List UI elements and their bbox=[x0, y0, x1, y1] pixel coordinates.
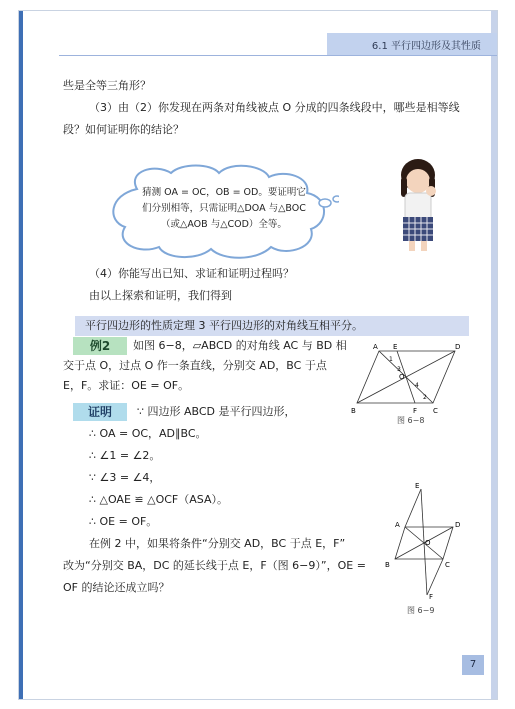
label-1: 1 bbox=[389, 356, 393, 363]
example-tag: 例2 bbox=[73, 337, 127, 355]
cloud-text bbox=[129, 185, 319, 233]
extension-line: 在例 2 中，如果将条件“分别交 AD，BC 于点 E，F” bbox=[89, 537, 346, 550]
label-O: O bbox=[425, 539, 431, 547]
textbook-page bbox=[18, 10, 498, 700]
theorem-box bbox=[75, 316, 469, 336]
question-4: （4）你能写出已知、求证和证明过程吗？ bbox=[89, 267, 294, 280]
label-D: D bbox=[455, 343, 461, 351]
example-line: E，F。求证：OE = OF。 bbox=[63, 379, 190, 392]
question-3: （3）由（2）你发现在两条对角线被点 O 分成的四条线段中，哪些是相等线 bbox=[89, 101, 460, 114]
girl-illustration bbox=[383, 157, 453, 253]
left-accent-bar bbox=[19, 11, 23, 699]
label-A: A bbox=[373, 343, 378, 351]
cloud-line: 猜测 OA = OC，OB = OD。要证明它 bbox=[142, 187, 306, 198]
label-2: 2 bbox=[423, 394, 427, 401]
header-rule bbox=[59, 55, 498, 56]
label-O: O bbox=[399, 373, 405, 381]
extension-line: OF 的结论还成立吗？ bbox=[63, 581, 170, 594]
figure-6-9 bbox=[381, 481, 465, 617]
cloud-line: （或△AOB 与△COD）全等。 bbox=[161, 219, 287, 230]
proof-tag: 证明 bbox=[73, 403, 127, 421]
thought-cloud bbox=[107, 163, 339, 259]
extension-line: 改为“分别交 BA，DC 的延长线于点 E，F（图 6−9）”，OE = bbox=[63, 559, 366, 572]
figure-6-8-caption: 图 6−8 bbox=[397, 416, 425, 425]
figure-6-8 bbox=[349, 341, 465, 425]
page-number: 7 bbox=[462, 655, 484, 675]
figure-6-9-caption: 图 6−9 bbox=[407, 606, 435, 615]
example-line: 如图 6−8，▱ABCD 的对角线 AC 与 BD 相 bbox=[133, 339, 347, 352]
theorem-text: 平行四边形的性质定理 3 平行四边形的对角线互相平分。 bbox=[85, 319, 363, 332]
proof-line: ∴ OE = OF。 bbox=[89, 515, 158, 528]
label-C: C bbox=[433, 407, 438, 415]
label-D: D bbox=[455, 521, 461, 529]
label-B: B bbox=[385, 561, 390, 569]
label-E: E bbox=[415, 482, 420, 490]
text-line-1: 些是全等三角形？ bbox=[63, 79, 151, 92]
proof-line: ∴ ∠1 = ∠2。 bbox=[89, 449, 161, 462]
cloud-line: 们分别相等，只需证明△DOA 与△BOC bbox=[142, 203, 306, 214]
label-E: E bbox=[393, 343, 398, 351]
label-B: B bbox=[351, 407, 356, 415]
label-F: F bbox=[429, 593, 434, 599]
label-4: 4 bbox=[415, 382, 419, 389]
label-F: F bbox=[413, 407, 418, 415]
derive-line: 由以上探索和证明，我们得到 bbox=[89, 289, 232, 302]
proof-line: ∴ △OAE ≌ △OCF（ASA）。 bbox=[89, 493, 228, 506]
section-header bbox=[327, 33, 498, 55]
example-line: 交于点 O，过点 O 作一条直线，分别交 AD，BC 于点 bbox=[63, 359, 327, 372]
label-A: A bbox=[395, 521, 400, 529]
question-3-cont: 段？如何证明你的结论？ bbox=[63, 123, 184, 136]
proof-line: ∵ 四边形 ABCD 是平行四边形， bbox=[137, 405, 296, 418]
proof-line: ∴ OA = OC，AD∥BC。 bbox=[89, 427, 207, 440]
label-3: 3 bbox=[397, 366, 401, 373]
section-title: 6.1 平行四边形及其性质 bbox=[371, 41, 481, 52]
proof-line: ∵ ∠3 = ∠4， bbox=[89, 471, 161, 484]
label-C: C bbox=[445, 561, 450, 569]
right-accent-bar bbox=[491, 11, 497, 699]
